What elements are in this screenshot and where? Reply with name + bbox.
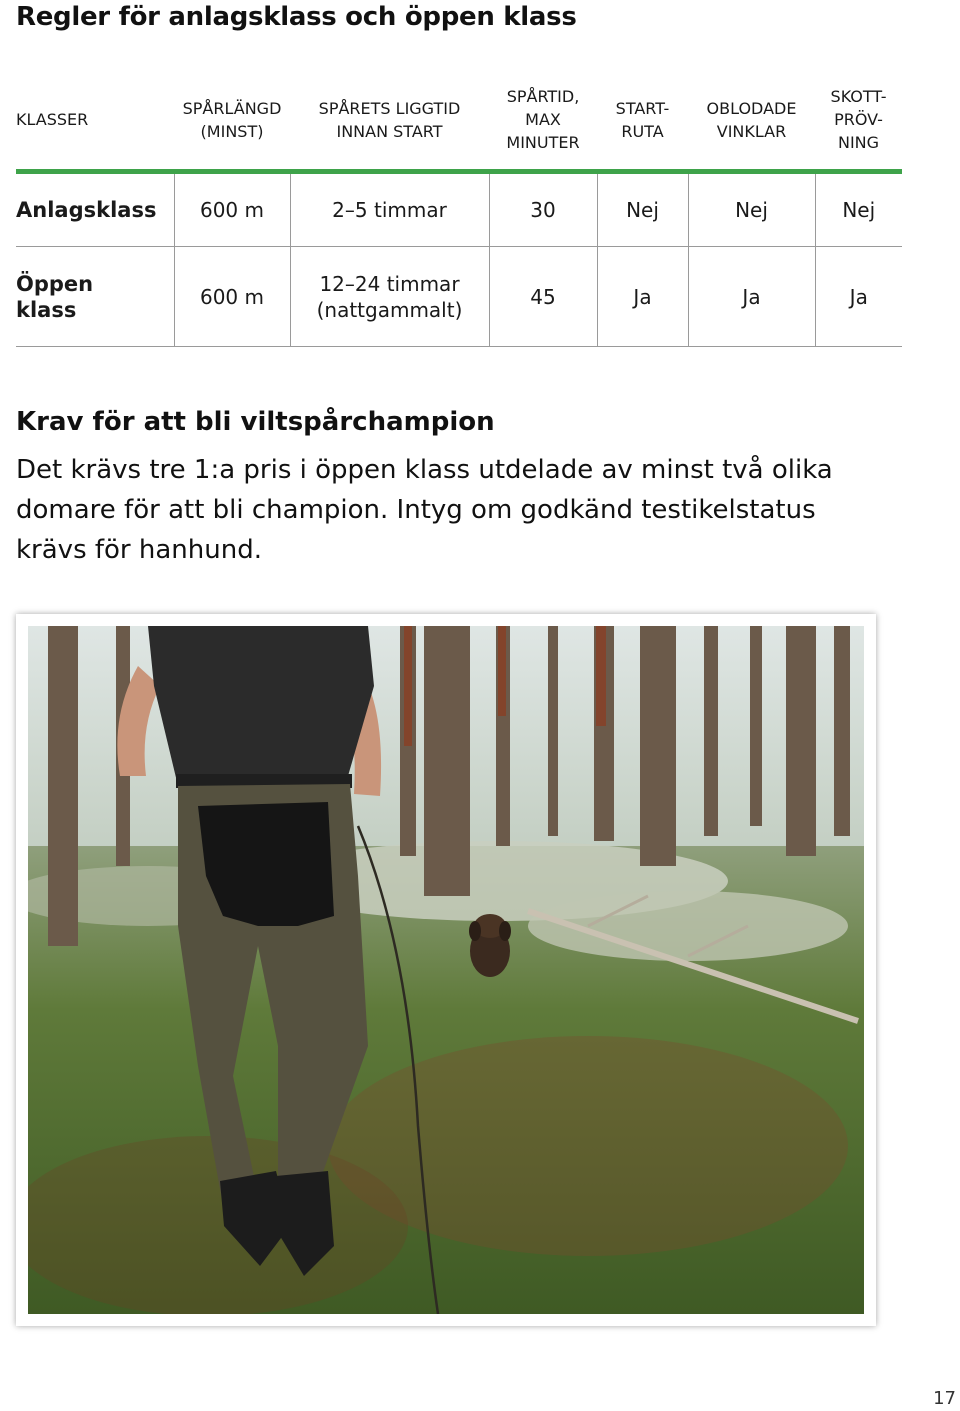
table-row xyxy=(16,172,902,247)
cell-start-area: Nej xyxy=(597,172,688,247)
champion-body xyxy=(16,450,916,570)
cell-lie-time: 2–5 timmar xyxy=(290,172,489,247)
header-spartid: SPÅRTID, MAX MINUTER xyxy=(489,70,597,172)
forest-photo-frame xyxy=(16,614,876,1326)
champion-body-line: krävs för hanhund. xyxy=(16,535,262,565)
rules-table xyxy=(16,70,902,347)
header-skottprovning: SKOTT- PRÖV- NING xyxy=(815,70,902,172)
row-class-name: Anlagsklass xyxy=(16,172,174,247)
cell-unbloodied-turns: Nej xyxy=(688,172,815,247)
page-title: Regler för anlagsklass och öppen klass xyxy=(16,2,577,32)
cell-gun-test: Ja xyxy=(815,247,902,347)
dog-figure xyxy=(469,914,511,977)
cell-lie-time: 12–24 timmar (nattgammalt) xyxy=(290,247,489,347)
header-liggtid: SPÅRETS LIGGTID INNAN START xyxy=(290,70,489,172)
row-class-name: Öppen klass xyxy=(16,247,174,347)
table-row xyxy=(16,247,902,347)
header-startruta: START- RUTA xyxy=(597,70,688,172)
cell-start-area: Ja xyxy=(597,247,688,347)
header-vinklar: OBLODADE VINKLAR xyxy=(688,70,815,172)
cell-track-length: 600 m xyxy=(174,247,290,347)
table-header-row xyxy=(16,70,902,172)
cell-track-length: 600 m xyxy=(174,172,290,247)
page-number: 17 xyxy=(933,1388,956,1409)
forest-tracking-photo xyxy=(28,626,864,1314)
header-sparlangd: SPÅRLÄNGD (MINST) xyxy=(174,70,290,172)
champion-body-line: Det krävs tre 1:a pris i öppen klass utdelade av minst två olika xyxy=(16,455,833,485)
champion-body-line: domare för att bli champion. Intyg om godkänd testikelstatus xyxy=(16,495,816,525)
cell-gun-test: Nej xyxy=(815,172,902,247)
cell-max-time: 30 xyxy=(489,172,597,247)
cell-max-time: 45 xyxy=(489,247,597,347)
champion-heading: Krav för att bli viltspårchampion xyxy=(16,407,495,437)
cell-unbloodied-turns: Ja xyxy=(688,247,815,347)
header-klasser: KLASSER xyxy=(16,70,174,172)
